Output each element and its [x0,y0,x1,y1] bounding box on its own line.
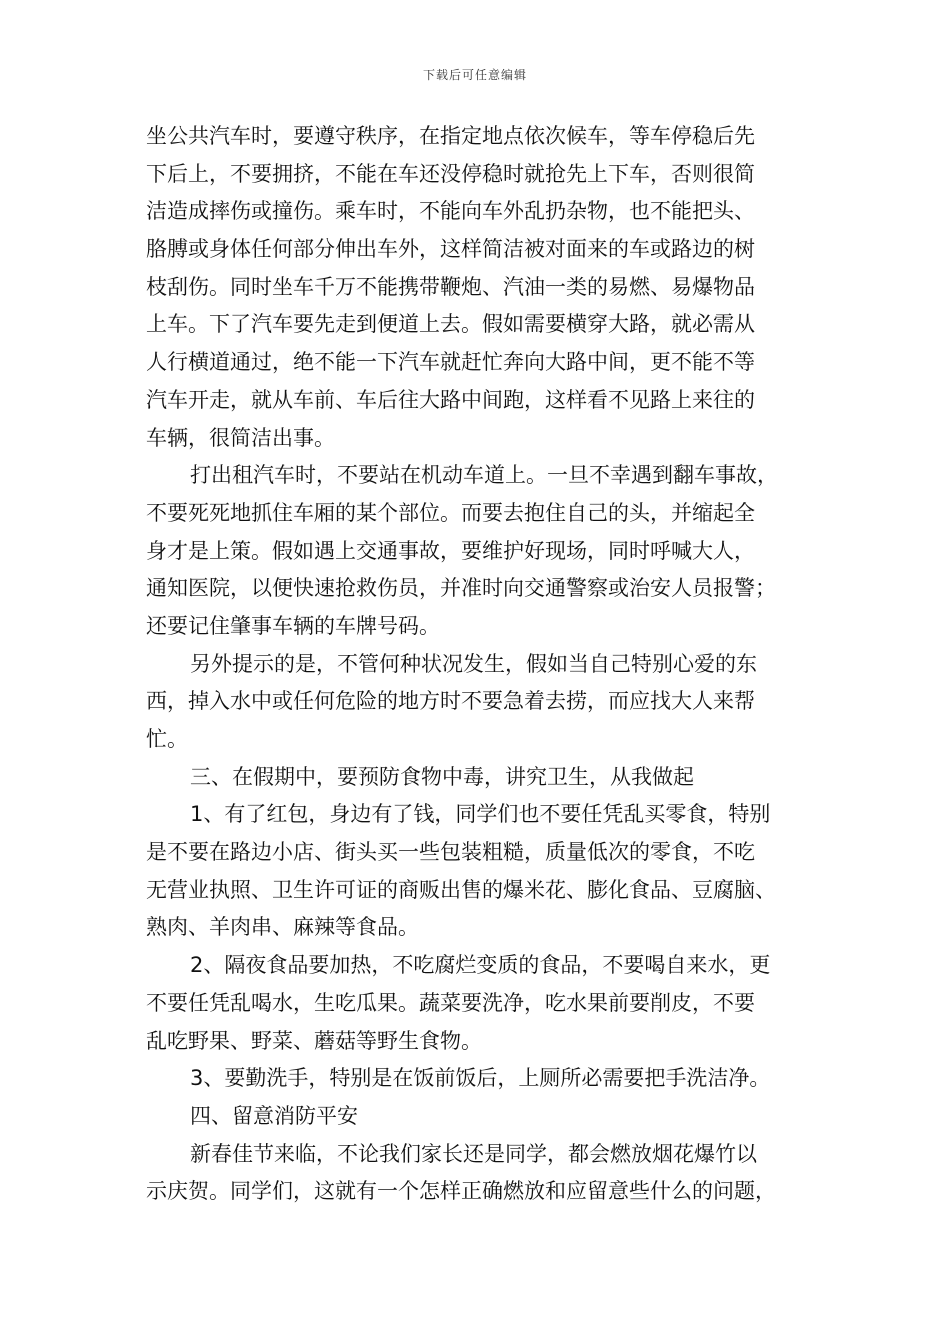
text-line: 2、隔夜食品要加热，不吃腐烂变质的食品，不要喝自来水，更 [190,953,771,978]
text-line: 熟肉、羊肉串、麻辣等食品。 [146,915,419,940]
text-line: 另外提示的是，不管何种状况发生，假如当自己特别心爱的东 [190,651,757,676]
text-line: 西，掉入水中或任何危险的地方时不要急着去捞，而应找大人来帮 [146,689,755,714]
text-line: 人行横道通过，绝不能一下汽车就赶忙奔向大路中间，更不能不等 [146,350,755,375]
text-line: 示庆贺。同学们，这就有一个怎样正确燃放和应留意些什么的问题， [146,1179,776,1204]
text-line: 是不要在路边小店、街头买一些包装粗糙，质量低次的零食，不吃 [146,840,755,865]
text-line: 1、有了红包，身边有了钱，同学们也不要任凭乱买零食，特别 [190,802,771,827]
text-line: 胳膊或身体任何部分伸出车外，这样简洁被对面来的车或路边的树 [146,237,755,262]
text-line: 不要死死地抓住车厢的某个部位。而要去抱住自己的头，并缩起全 [146,500,755,525]
text-line: 枝刮伤。同时坐车千万不能携带鞭炮、汽油一类的易燃、易爆物品 [146,274,755,299]
text-line: 坐公共汽车时，要遵守秩序，在指定地点依次候车，等车停稳后先 [146,124,755,148]
text-line: 车辆，很简洁出事。 [146,425,335,450]
text-line: 忙。 [146,727,188,751]
text-line: 洁造成摔伤或撞伤。乘车时，不能向车外乱扔杂物，也不能把头、 [146,199,755,224]
text-line: 不要任凭乱喝水，生吃瓜果。蔬菜要洗净，吃水果前要削皮，不要 [146,990,755,1015]
text-line: 下后上，不要拥挤，不能在车还没停稳时就抢先上下车，否则很简 [146,161,755,186]
text-line: 汽车开走，就从车前、车后往大路中间跑，这样看不见路上来往的 [146,387,755,412]
text-line: 身才是上策。假如遇上交通事故，要维护好现场，同时呼喊大人， [146,538,755,563]
text-line: 新春佳节来临，不论我们家长还是同学，都会燃放烟花爆竹以 [190,1141,757,1166]
text-line: 三、在假期中，要预防食物中毒，讲究卫生，从我做起 [190,764,694,789]
page-header: 下载后可任意编辑 [422,68,527,82]
text-line: 打出租汽车时，不要站在机动车道上。一旦不幸遇到翻车事故， [190,463,778,488]
text-line: 还要记住肇事车辆的车牌号码。 [146,613,440,638]
text-line: 上车。下了汽车要先走到便道上去。假如需要横穿大路，就必需从 [146,312,755,337]
document-body [146,118,822,1211]
text-line: 3、要勤洗手，特别是在饭前饭后，上厕所必需要把手洗洁净。 [190,1066,771,1091]
text-line: 通知医院，以便快速抢救伤员，并准时向交通警察或治安人员报警； [146,576,776,601]
text-line: 乱吃野果、野菜、蘑菇等野生食物。 [146,1028,482,1053]
text-line: 无营业执照、卫生许可证的商贩出售的爆米花、膨化食品、豆腐脑、 [146,877,776,902]
text-line: 四、留意消防平安 [190,1103,358,1128]
